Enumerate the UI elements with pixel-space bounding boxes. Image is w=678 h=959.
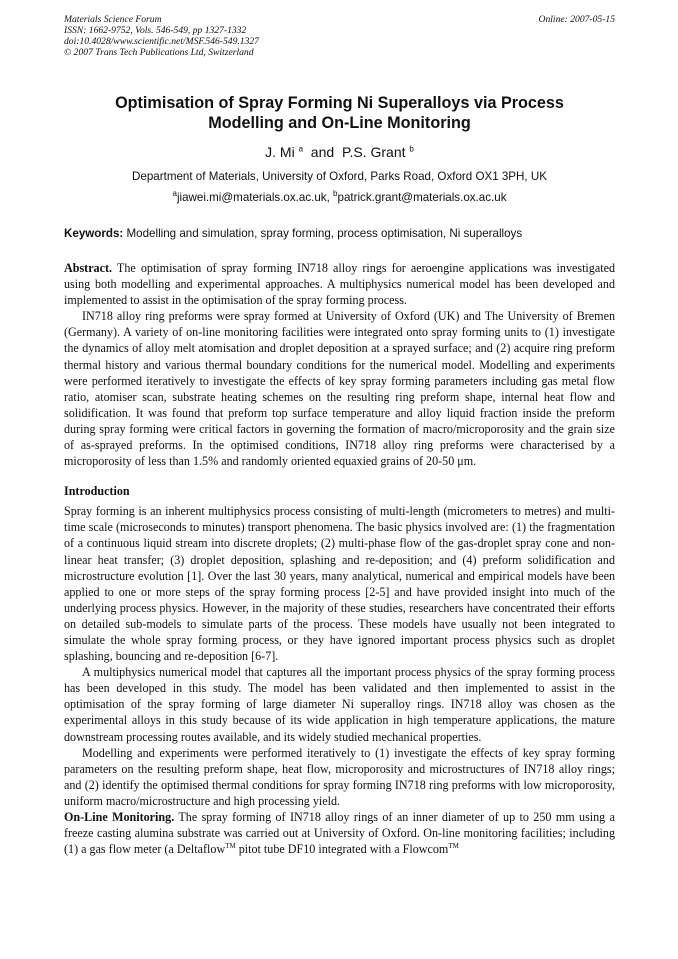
keywords-label: Keywords: [64, 227, 124, 240]
issn-line: ISSN: 1662-9752, Vols. 546-549, pp 1327-1332 [64, 25, 247, 36]
author-joiner: and [306, 144, 339, 160]
email-a: jiawei.mi@materials.ox.ac.uk [176, 191, 327, 204]
intro-paragraph-3: Modelling and experiments were performed iteratively to (1) investigate the effects of key spray forming parameters on the resulting preform shape, heat flow, microporosity and microstructures of IN718 alloy rings; and (2) identify the optimised thermal conditions for spray forming IN718 ring preforms with low microporosity, uniform macro/microstructure and high processing yield. [64, 745, 615, 808]
journal-name: Materials Science Forum [64, 14, 162, 25]
email-b-mark: b [333, 189, 338, 199]
paper-page [64, 14, 615, 857]
journal-header [64, 14, 615, 66]
author-list [64, 143, 615, 161]
online-date: Online: 2007-05-15 [538, 14, 615, 25]
title-line-1: Optimisation of Spray Forming Ni Superalloys via Process [115, 94, 564, 112]
email-line [64, 190, 615, 205]
abstract-paragraph-2: IN718 alloy ring preforms were spray formed at University of Oxford (UK) and The University of Bremen (Germany). A variety of on-line monitoring facilities were integrated onto spray forming units to (1) investigate the dynamics of alloy melt atomisation and droplet deposition at a sprayed surface; and (2) acquire ring preform thermal history and various thermal boundary conditions for the numerical model. Modelling and experiments were performed iteratively to investigate the effects of key spray forming parameters including gas metal flow ratio, atomiser scan, substrate heating schemes on the resulting ring preform shape, internal heat flow and solidification. It was found that preform top surface temperature and alloy liquid fraction inside the preform during spray forming were critical factors in governing the formation of macro/microporosity and the grain size of as-sprayed preforms. In the optimised conditions, IN718 alloy ring preforms were characterised by a microporosity of less than 1.5% and randomly oriented equaxied grains of 20-50 μm. [64, 309, 615, 469]
trademark-mark-2: TM [448, 842, 459, 851]
doi-line: doi:10.4028/www.scientific.net/MSF.546-549.1327 [64, 36, 259, 47]
email-a-mark: a [172, 189, 177, 199]
abstract-label: Abstract. [64, 261, 113, 275]
author-1-affil-mark: a [298, 144, 304, 154]
author-2-affil-mark: b [409, 144, 414, 154]
online-monitoring-text-b: pitot tube DF10 integrated with a Flowcom [235, 842, 449, 857]
introduction-heading: Introduction [64, 484, 130, 499]
intro-paragraph-2: A multiphysics numerical model that captures all the important process physics of the spray forming process has been developed in this study. The model has been validated and then implemented to assist in the optimisation of the spray forming of large diameter Ni superalloy rings. IN718 alloy was chosen as the experimental alloys in this study because of its wide application in high temperature applications, the mature downstream processing routes available, and its widely studied mechanical properties. [64, 665, 615, 744]
email-b: patrick.grant@materials.ox.ac.uk [337, 191, 507, 204]
abstract-text-1: The optimisation of spray forming IN718 alloy rings for aeroengine applications was investigated using both modelling and experimental approaches. A multiphysics numerical model has been developed and implemented to assist in the optimisation of the spray forming process. [64, 261, 615, 308]
intro-paragraph-1: Spray forming is an inherent multiphysics process consisting of multi-length (micrometers to metres) and multi-time scale (microseconds to minutes) transport phenomena. The basic physics involved are: (1) the fragmentation of a continuous liquid stream into discrete droplets; (2) multi-phase flow of the gas-droplet spray cone and non-linear heat transfer; (3) droplet deposition, splashing and re-deposition; and (4) preform solidification and microstructure evolution [1]. Over the last 30 years, many analytical, numerical and empirical models have been applied to one or more steps of the spray forming process [2-5] and have provided insight into much of the underlying process physics. However, in the majority of these studies, researchers have concentrated their efforts on detailed sub-models to simulate parts of the process. These models have usually not been integrated to simulate the whole spray forming process, or they have ignored important process physics such as droplet splashing, bouncing and re-deposition [6-7]. [64, 504, 615, 664]
online-monitoring-text-a: The spray forming of IN718 alloy rings of an inner diameter of up to 250 mm using a freeze casting alumina substrate was carried out at University of Oxford. On-line monitoring facilities; including (1) a gas flow meter (a Deltaflow [64, 810, 615, 857]
author-2: P.S. Grant [341, 144, 406, 160]
online-monitoring-heading: On-Line Monitoring. [64, 810, 175, 824]
header-left [64, 14, 615, 58]
author-1: J. Mi [265, 144, 295, 160]
abstract-paragraph-1 [64, 260, 615, 308]
copyright-line: © 2007 Trans Tech Publications Ltd, Switzerland [64, 47, 254, 58]
title-line-2: Modelling and On-Line Monitoring [208, 114, 471, 132]
online-monitoring-paragraph [64, 809, 615, 857]
keywords-text: Modelling and simulation, spray forming, process optimisation, Ni superalloys [123, 227, 523, 240]
email-separator: , [326, 191, 334, 204]
trademark-mark-1: TM [225, 842, 236, 851]
keywords [64, 226, 615, 241]
affiliation: Department of Materials, University of Oxford, Parks Road, Oxford OX1 3PH, UK [132, 170, 547, 183]
paper-title [64, 93, 615, 133]
